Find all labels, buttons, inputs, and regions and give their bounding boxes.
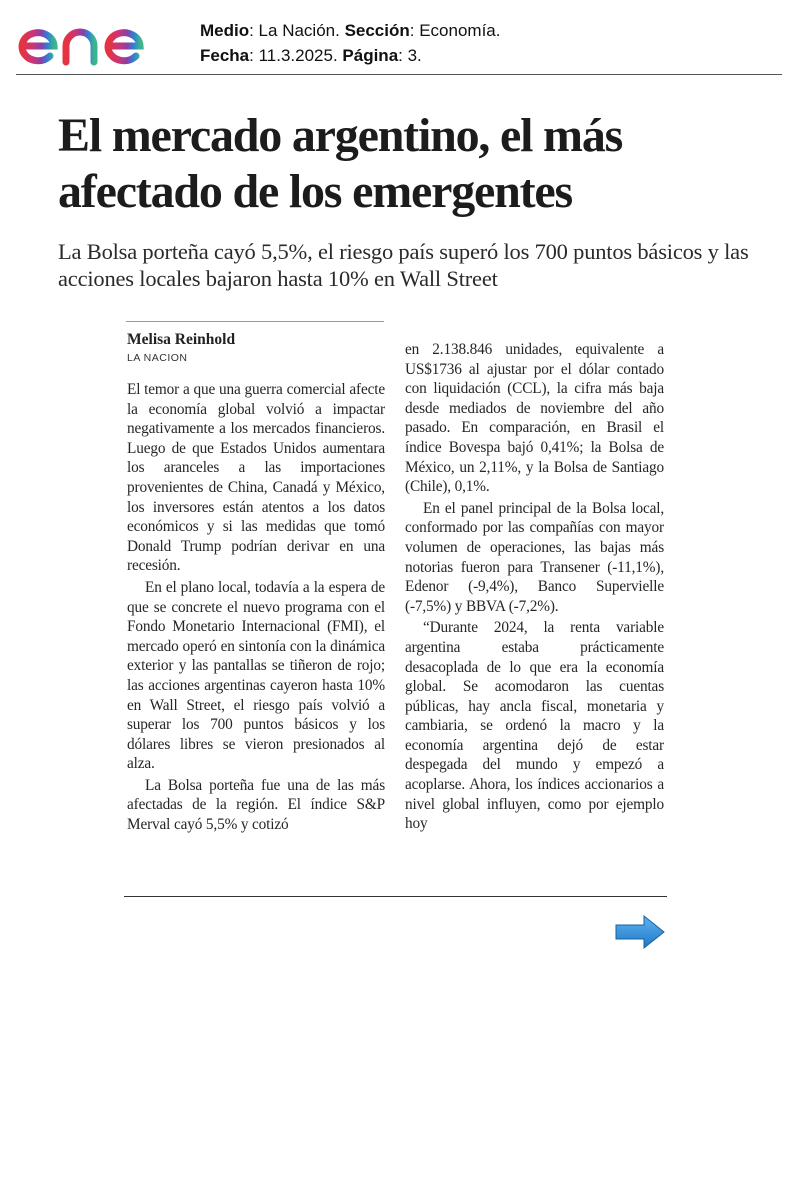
article-subhead: La Bolsa porteña cayó 5,5%, el riesgo país superó los 700 puntos básicos y las acciones locales bajaron hasta 10% en Wall Street: [58, 239, 749, 291]
medio-label: Medio: [200, 21, 250, 40]
article-column-2: [405, 340, 664, 834]
byline-divider: [126, 321, 384, 322]
paragraph: En el panel principal de la Bolsa local, conformado por las compañías con mayor volumen de operaciones, las bajas más notorias fueron para Transener (-11,1%), Edenor (-9,4%), Banco Supervielle (-7,5%) y BBVA (-7,2%).: [405, 499, 664, 615]
article-headline: El mercado argentino, el más afectado de los emergentes: [58, 109, 623, 218]
medio-value: : La Nación.: [249, 21, 345, 40]
enel-logo: [16, 8, 170, 70]
article-column-1: [127, 380, 385, 835]
paragraph: En el plano local, todavía a la espera de que se concrete el nuevo programa con el Fondo Monetario Internacional (FMI), el mercado operó en sintonía con la dinámica exterior y las pantallas se tiñeron de rojo; las acciones argentinas cayeron hasta 10% en Wall Street, el riesgo país volvió a superar los 700 puntos básicos y los dólares libres se vieron presionados al alza.: [127, 578, 385, 773]
clipping-meta: [200, 18, 500, 68]
arrow-right-icon[interactable]: [614, 914, 666, 950]
meta-line-fecha: [200, 43, 500, 68]
header-divider: [16, 74, 782, 75]
pagina-label: Página: [342, 46, 399, 65]
paragraph: en 2.138.846 unidades, equivalente a US$1736 al ajustar por el dólar contado con liquidación (CCL), la cifra más baja desde mediados de noviembre del año pasado. En comparación, en Brasil el índice Bovespa bajó 0,41%; la Bolsa de México, un 2,11%, y la Bolsa de Santiago (Chile), 0,1%.: [405, 341, 664, 496]
clipping-header: [0, 0, 800, 76]
fecha-value: : 11.3.2025.: [249, 46, 343, 65]
author-name: Melisa Reinhold: [127, 331, 236, 348]
outlet-name: LA NACION: [127, 352, 188, 364]
seccion-label: Sección: [344, 21, 410, 40]
fecha-label: Fecha: [200, 46, 250, 65]
paragraph: “Durante 2024, la renta variable argentina estaba prácticamente desacoplada de lo que era la economía global. Se acomodaron las cuentas públicas, hay ancla fiscal, monetaria y cambiaria, se ordenó la macro y la economía argentina dejó de estar despegada del mundo y empezó a acoplarse. Ahora, los índices accionarios a nivel global influyen, como por ejemplo hoy: [405, 619, 664, 833]
paragraph: La Bolsa porteña fue una de las más afectadas de la región. El índice S&P Merval cayó 5,5% y cotizó: [127, 776, 385, 834]
pagina-value: : 3.: [398, 46, 422, 65]
paragraph: El temor a que una guerra comercial afecte la economía global volvió a impactar negativamente a los mercados financieros. Luego de que Estados Unidos aumentara los aranceles a las importaciones provenientes de China, Canadá y México, los inversores están atentos a los datos económicos y si las medidas que tomó Donald Trump podrían derivar en una recesión.: [127, 381, 385, 575]
seccion-value: : Economía.: [409, 21, 501, 40]
article-bottom-divider: [124, 896, 667, 897]
meta-line-medio: [200, 18, 500, 43]
